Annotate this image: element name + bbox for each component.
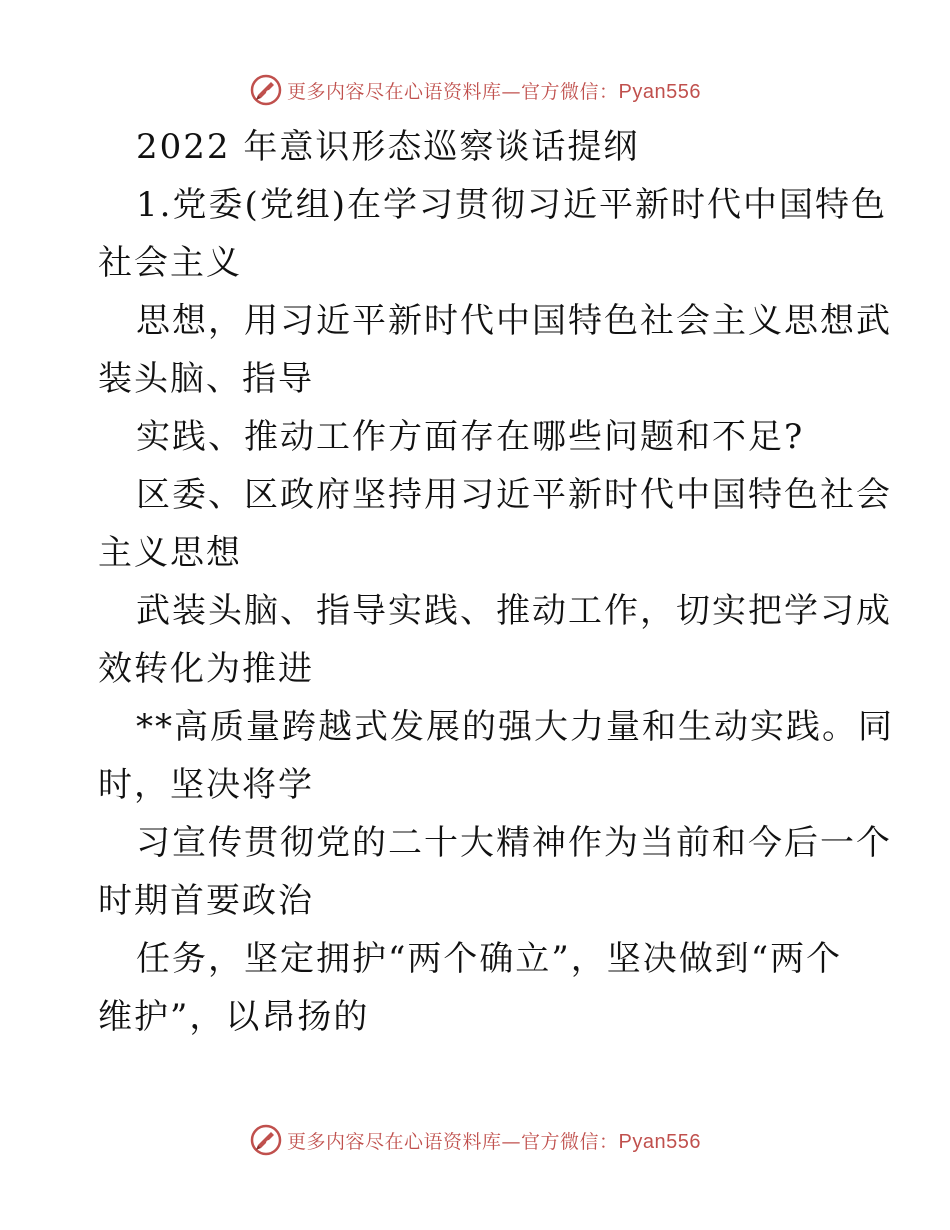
document-line: 时，坚决将学 (98, 765, 314, 805)
banner-wechat-handle: Pyan556 (618, 1130, 701, 1153)
document-line: 任务，坚定拥护“两个确立”，坚决做到“两个 (136, 939, 843, 979)
document-line: 装头脑、指导 (98, 359, 314, 399)
document-line: 时期首要政治 (98, 881, 314, 921)
document-line: 效转化为推进 (98, 649, 314, 689)
document-line: 维护”，以昂扬的 (98, 997, 370, 1037)
document-line: 1.党委(党组)在学习贯彻习近平新时代中国特色 (136, 185, 887, 225)
banner-dash: — (501, 80, 522, 103)
footer-watermark-banner (0, 1120, 950, 1160)
document-line: 思想，用习近平新时代中国特色社会主义思想武 (136, 301, 892, 341)
document-line: 实践、推动工作方面存在哪些问题和不足? (136, 417, 805, 457)
document-line: **高质量跨越式发展的强大力量和生动实践。同 (136, 707, 894, 747)
banner-dash: — (501, 1130, 522, 1153)
document-line: 武装头脑、指导实践、推动工作，切实把学习成 (136, 591, 892, 631)
document-line: 区委、区政府坚持用习近平新时代中国特色社会 (136, 475, 892, 515)
pen-logo-icon (249, 1123, 283, 1157)
banner-slogan: 更多内容尽在心语资料库 (287, 80, 502, 103)
banner-slogan: 更多内容尽在心语资料库 (287, 1130, 502, 1153)
document-line: 习宣传贯彻党的二十大精神作为当前和今后一个 (136, 823, 892, 863)
pen-logo-icon (249, 73, 283, 107)
banner-wechat-handle: Pyan556 (618, 80, 701, 103)
document-line: 社会主义 (98, 243, 242, 283)
banner-wechat-label: 官方微信： (521, 80, 619, 103)
document-line: 主义思想 (98, 533, 242, 573)
document-line: 2022 年意识形态巡察谈话提纲 (136, 127, 640, 167)
banner-wechat-label: 官方微信： (521, 1130, 619, 1153)
header-watermark-banner (0, 70, 950, 110)
document-body (98, 118, 894, 1046)
